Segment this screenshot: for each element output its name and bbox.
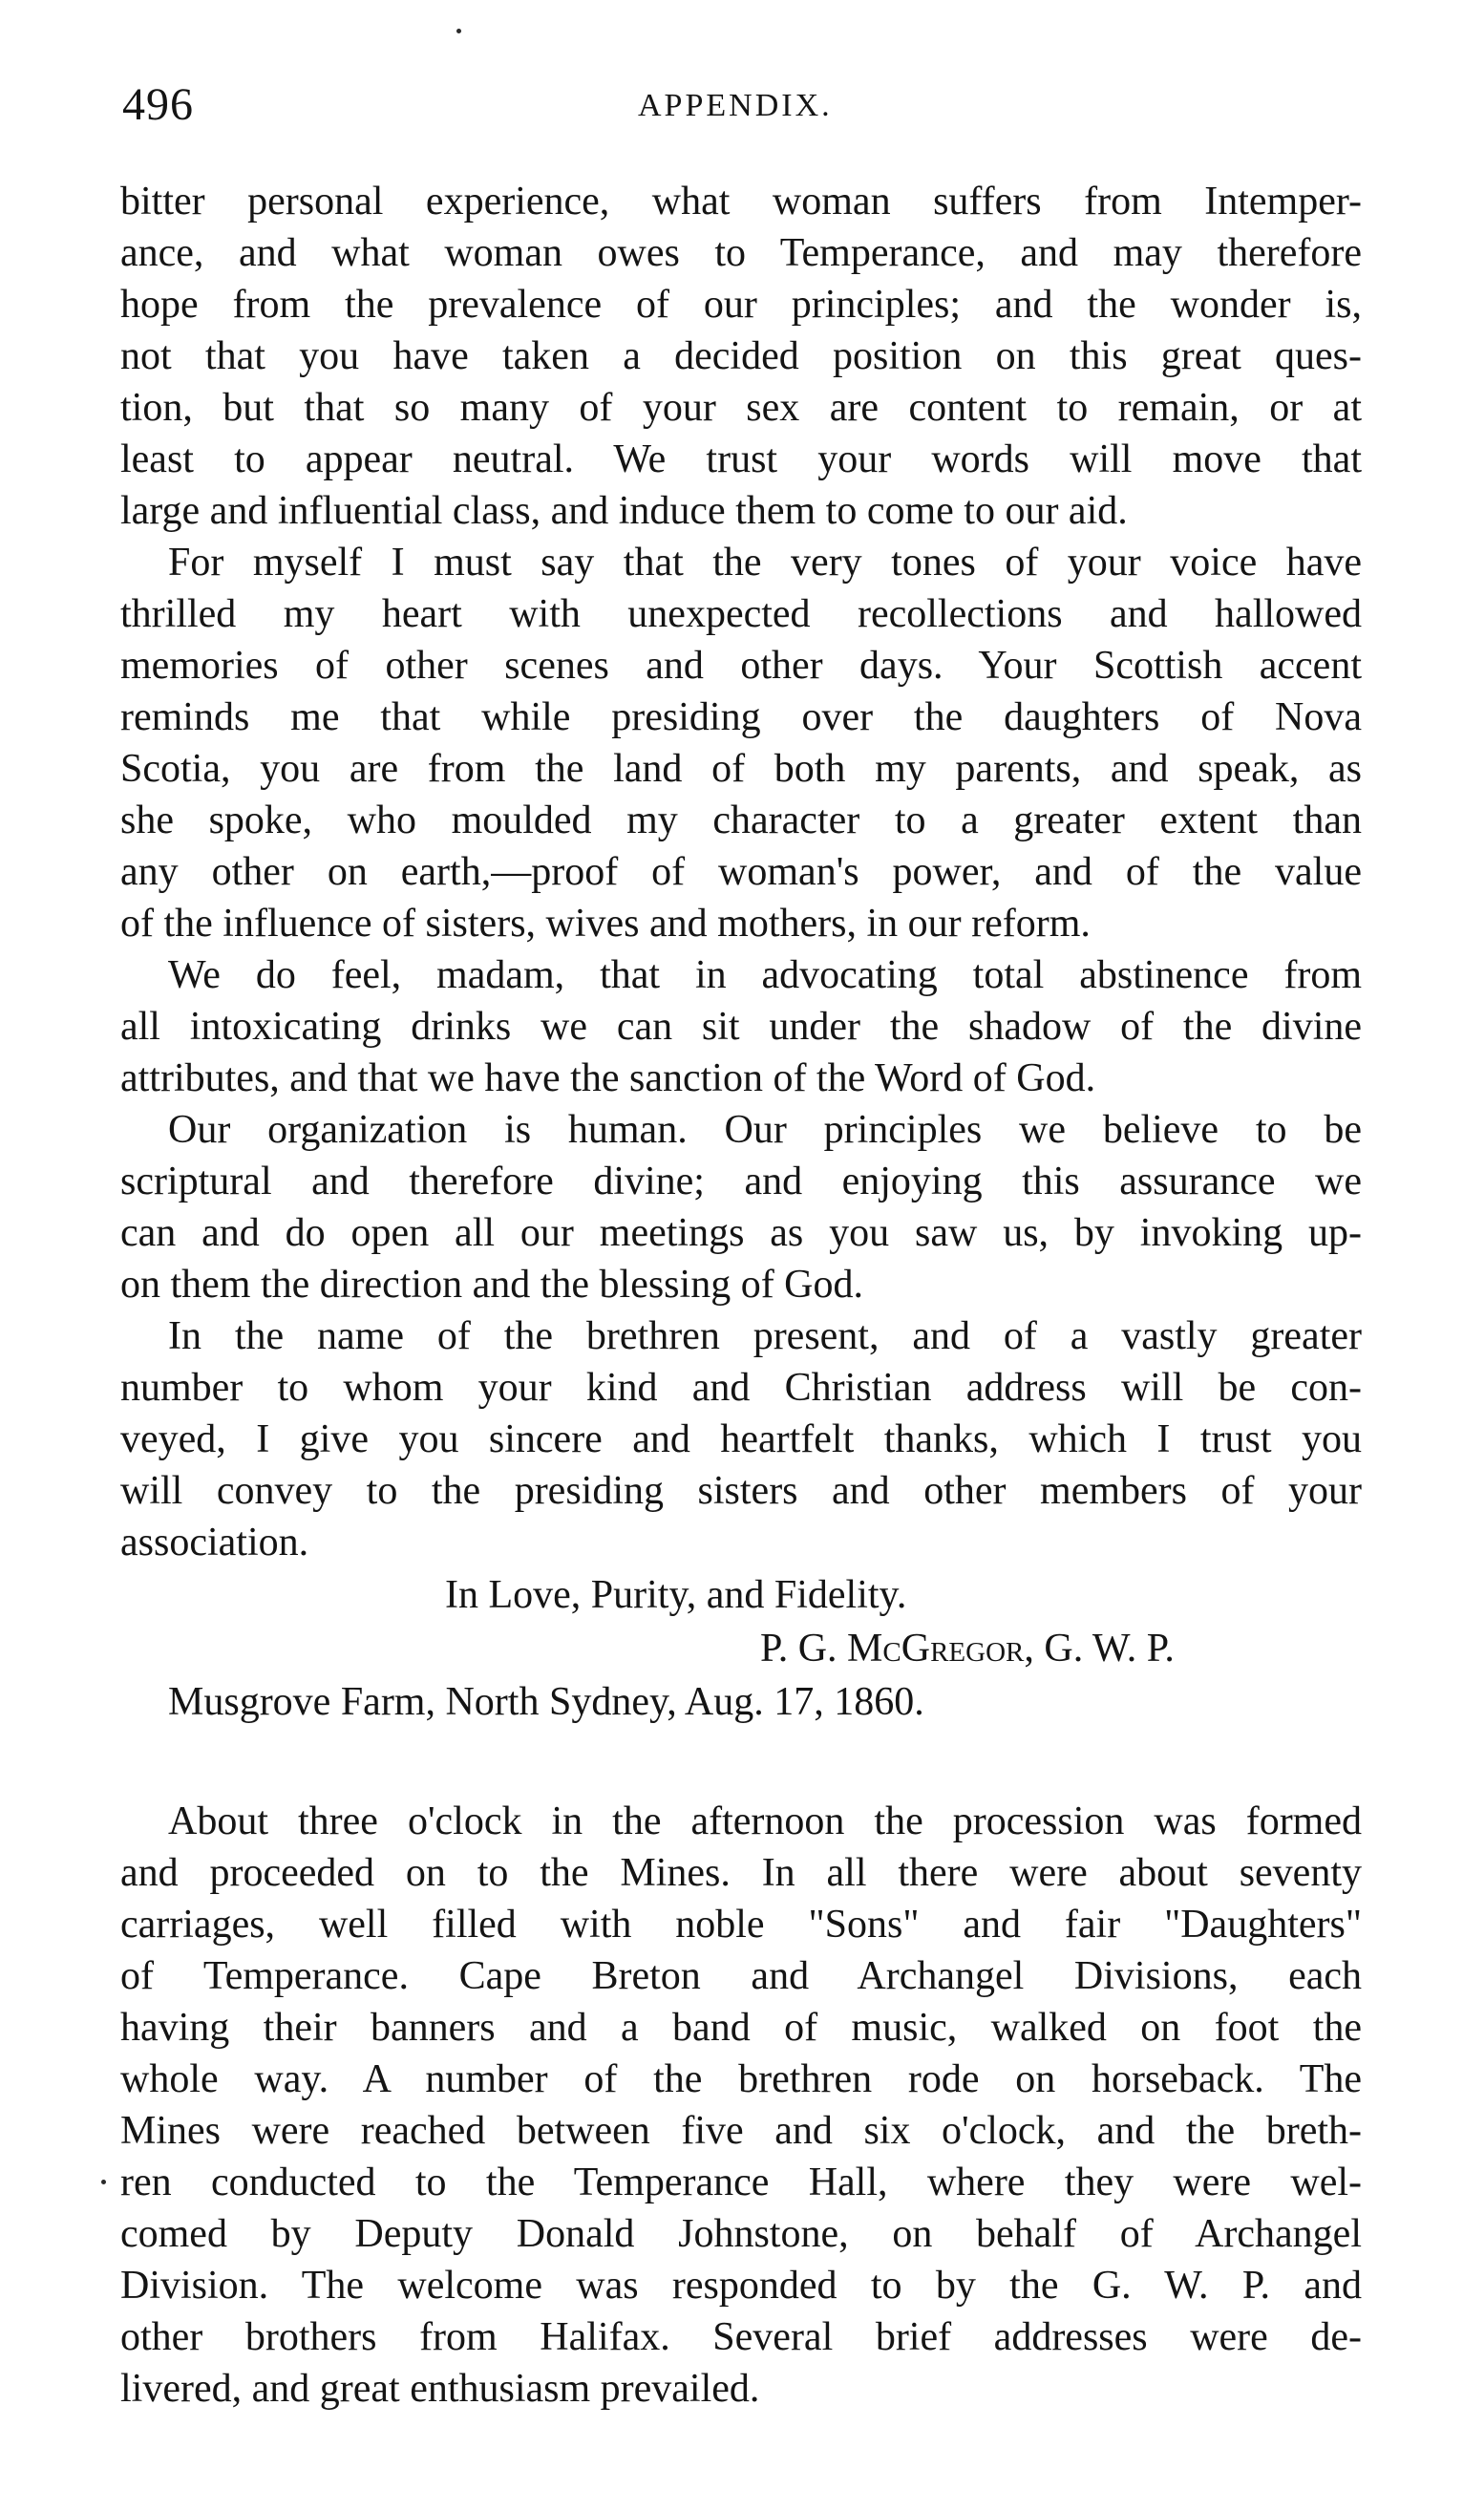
body-text [120,176,1362,2415]
letter-closing [120,1568,1362,1729]
text-line: comed by Deputy Donald Johnstone, on behalf of Archangel [120,2212,1362,2256]
text-line: In the name of the brethren present, and of a vastly greater [168,1314,1362,1358]
signature-prefix: P. G. M [760,1627,883,1671]
text-line: Scotia, you are from the land of both my parents, and speak, as [120,747,1362,791]
text-line: association. [120,1521,309,1565]
signature-suffix: , G. W. P. [1024,1627,1175,1671]
text-line: of Temperance. Cape Breton and Archangel Divisions, each [120,1954,1362,1998]
text-line: least to appear neutral. We trust your words will move that [120,437,1362,481]
page-header [122,78,1364,145]
text-line: ance, and what woman owes to Temperance, and may therefore [120,231,1362,275]
section-gap [120,1729,1362,1796]
text-line: hope from the prevalence of our principles; and the wonder is, [120,283,1362,327]
stray-mark [456,29,461,33]
text-line: memories of other scenes and other days. Your Scottish accent [120,644,1362,688]
letter-paragraph-2 [120,537,1362,949]
text-line: all intoxicating drinks we can sit under the shadow of the divine [120,1005,1362,1049]
narrative-paragraph [120,1796,1362,2415]
text-line: We do feel, madam, that in advocating total abstinence from [168,953,1362,997]
letter-paragraph-5 [120,1310,1362,1568]
text-line: not that you have taken a decided position on this great ques- [120,334,1362,378]
text-line: For myself I must say that the very tones of your voice have [168,541,1362,585]
text-line: any other on earth,—proof of woman's power, and of the value [120,850,1362,894]
letter-paragraph-1 [120,176,1362,537]
signature [120,1622,1362,1675]
text-line: and proceeded on to the Mines. In all there were about seventy [120,1851,1362,1895]
text-line: can and do open all our meetings as you saw us, by invoking up- [120,1211,1362,1255]
text-line: number to whom your kind and Christian address will be con- [120,1366,1362,1410]
page-number: 496 [122,79,194,130]
text-line: Division. The welcome was responded to by the G. W. P. and [120,2264,1362,2308]
text-line: ren conducted to the Temperance Hall, where they were wel- [120,2161,1362,2204]
letter-paragraph-4 [120,1104,1362,1310]
text-line: of the influence of sisters, wives and mothers, in our reform. [120,902,1091,946]
letter-paragraph-3 [120,949,1362,1104]
text-line: tion, but that so many of your sex are content to remain, or at [120,386,1362,430]
text-line: veyed, I give you sincere and heartfelt thanks, which I trust you [120,1417,1362,1461]
text-line: Our organization is human. Our principles we believe to be [168,1108,1362,1152]
text-line: having their banners and a band of music, walked on foot the [120,2006,1362,2050]
stray-mark [101,2180,106,2184]
place-date: Musgrove Farm, North Sydney, Aug. 17, 1860. [168,1680,924,1724]
text-line: bitter personal experience, what woman suffers from Intemper- [120,180,1362,224]
text-line: About three o'clock in the afternoon the procession was formed [168,1799,1362,1843]
text-line: carriages, well filled with noble "Sons" and fair "Daughters" [120,1903,1362,1947]
text-line: will convey to the presiding sisters and other members of your [120,1469,1362,1513]
text-line: other brothers from Halifax. Several brief addresses were de- [120,2315,1362,2359]
text-line: large and influential class, and induce them to come to our aid. [120,489,1128,533]
running-head: APPENDIX. [638,88,833,123]
text-line: scriptural and therefore divine; and enjoying this assurance we [120,1160,1362,1203]
valediction: In Love, Purity, and Fidelity. [445,1573,907,1617]
text-line: Mines were reached between five and six o'clock, and the breth- [120,2109,1362,2153]
text-line: whole way. A number of the brethren rode on horseback. The [120,2057,1362,2101]
text-line: attributes, and that we have the sanction of the Word of God. [120,1056,1096,1100]
text-line: reminds me that while presiding over the daughters of Nova [120,695,1362,739]
text-line: thrilled my heart with unexpected recollections and hallowed [120,592,1362,636]
text-line: livered, and great enthusiasm prevailed. [120,2367,760,2411]
text-line: she spoke, who moulded my character to a greater extent than [120,798,1362,842]
text-line: on them the direction and the blessing of God. [120,1263,864,1307]
signature-smallcaps: cGregor [882,1627,1025,1671]
